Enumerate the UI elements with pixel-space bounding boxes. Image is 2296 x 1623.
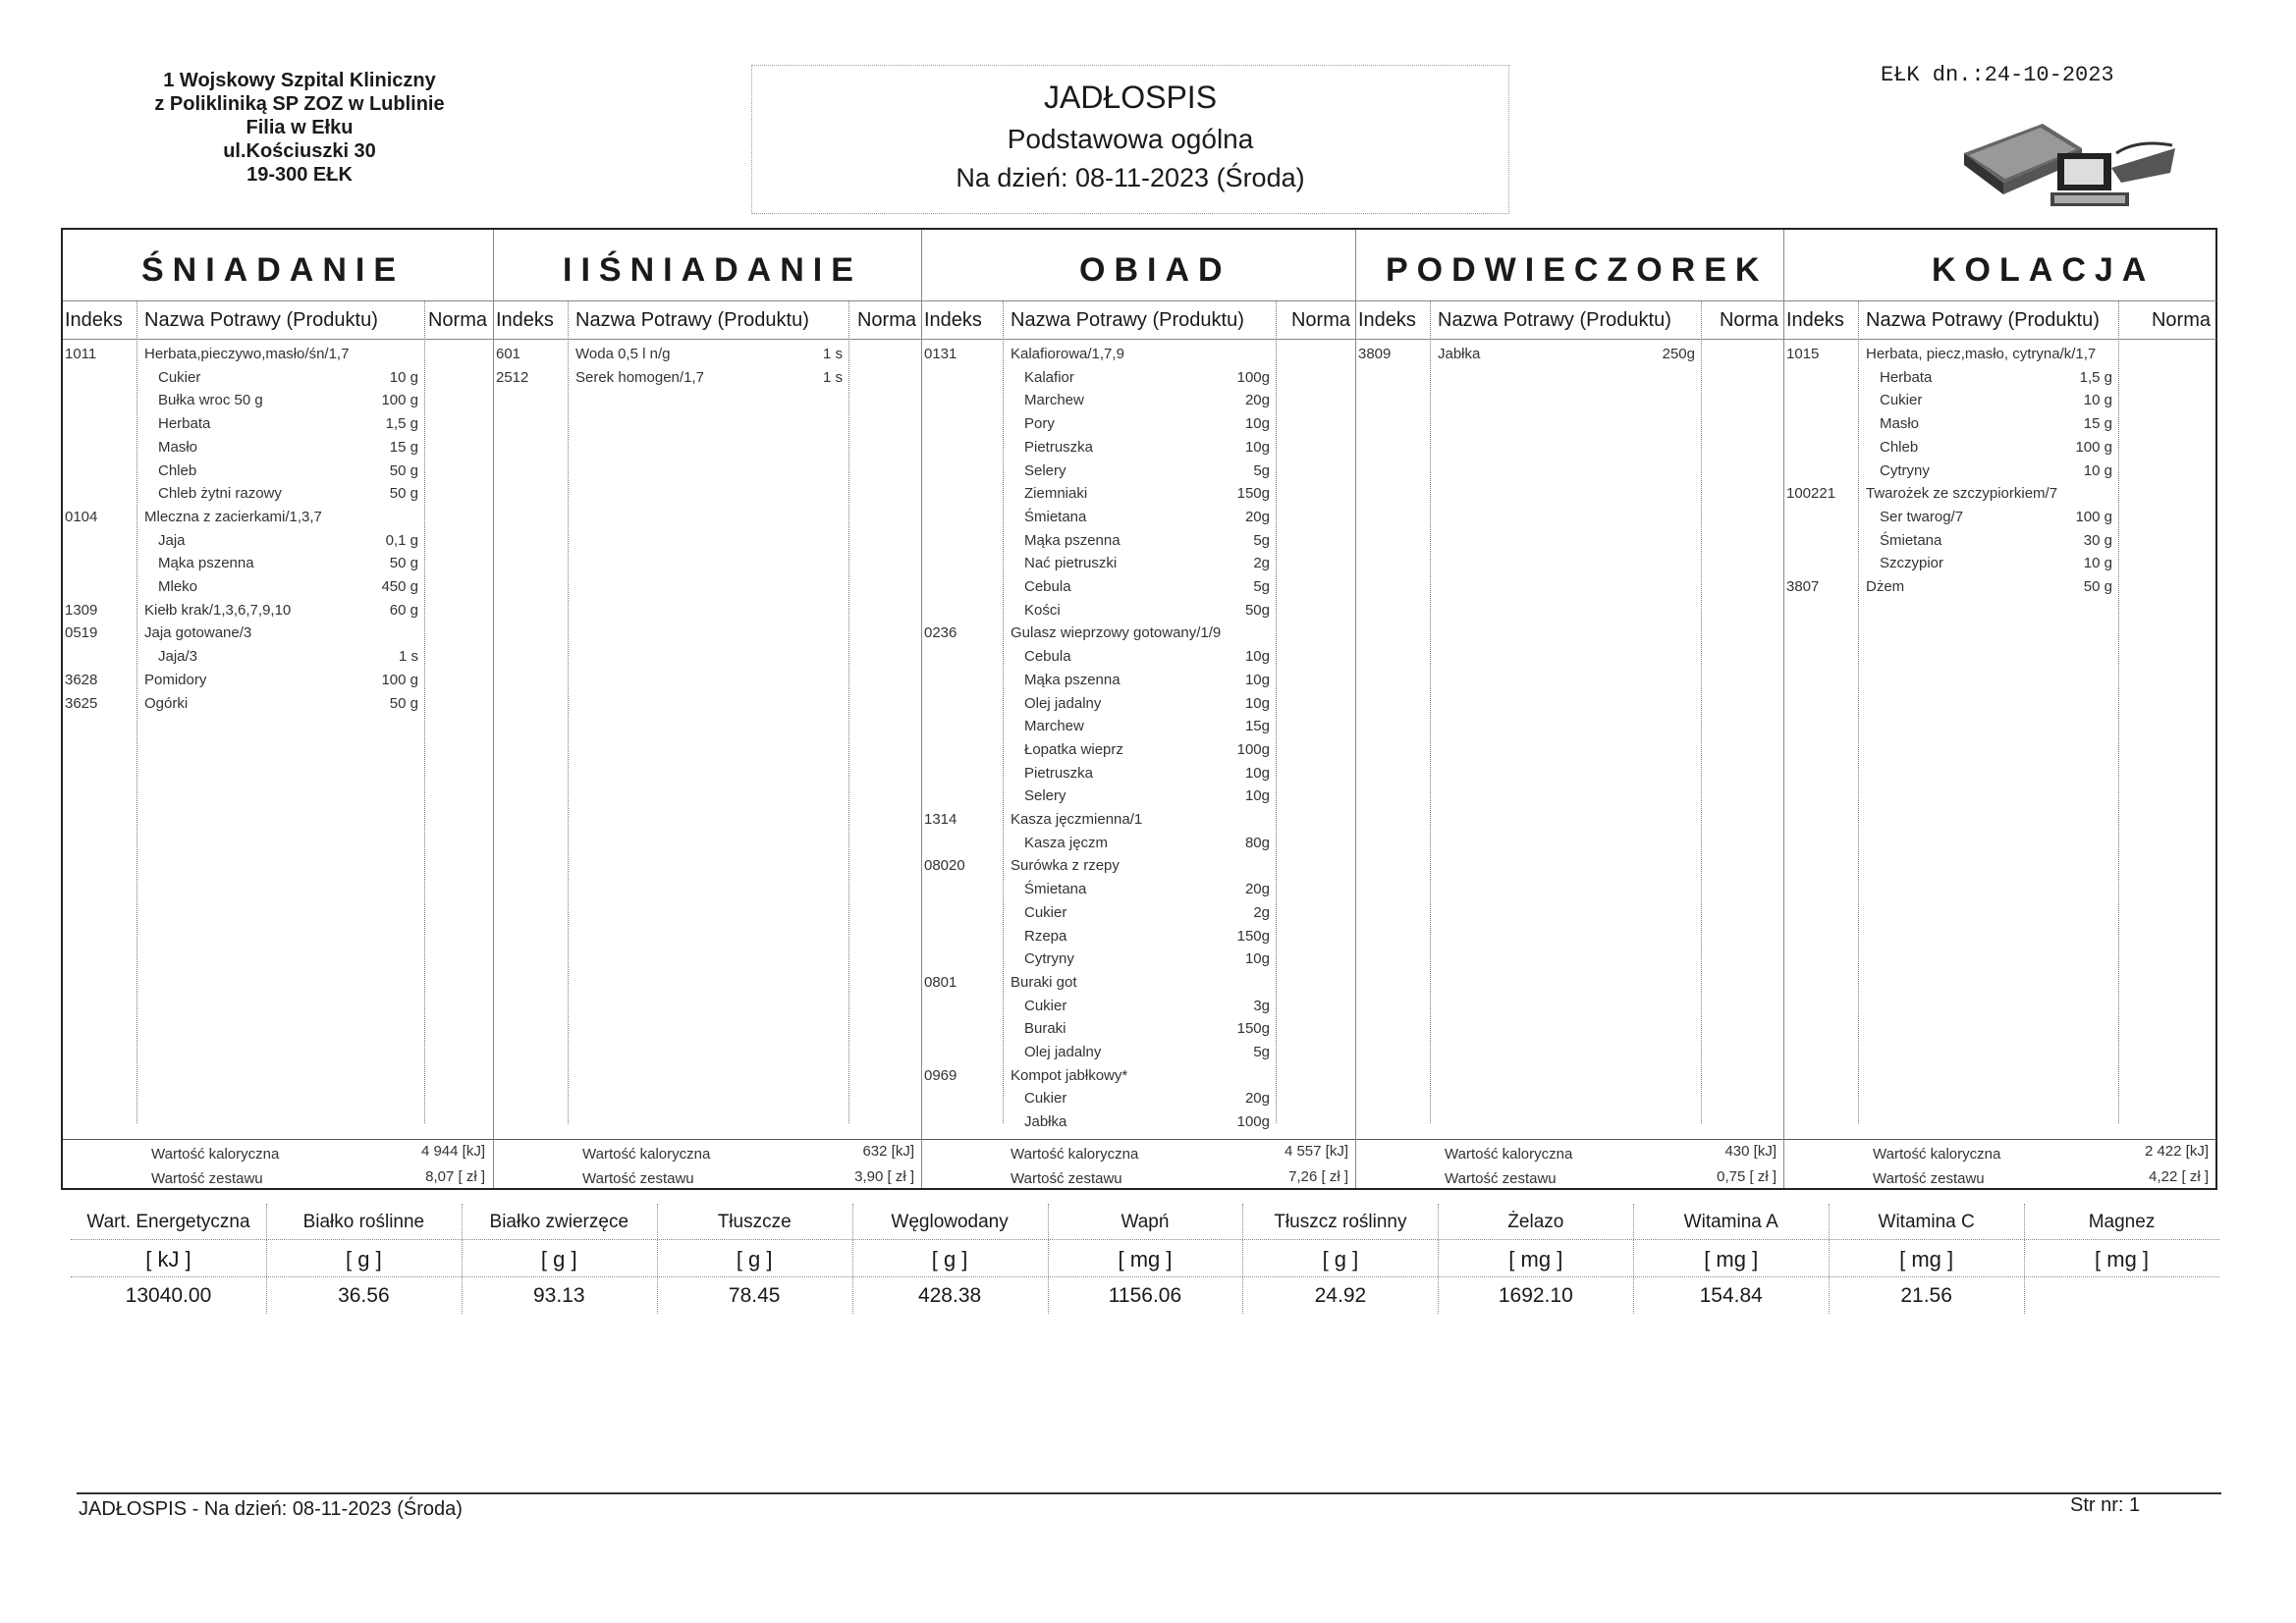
row-norm: 10g [1244,415,1270,433]
row-norm: 10g [1244,694,1270,712]
row-name: Herbata [1880,368,1933,386]
calorie-value: 430 [kJ] [1724,1143,1777,1160]
row-name: Pomidory [144,671,207,688]
row-name: Śmietana [1024,508,1087,525]
row-norm: 10g [1244,787,1270,805]
row-name: Marchew [1024,718,1084,735]
nutrition-unit: [ mg ] [1508,1247,1563,1271]
nutrition-value: 1156.06 [1108,1284,1182,1307]
row-name: Kasza jęczm [1024,834,1109,851]
row-norm: 100g [1236,368,1270,386]
header-index: Indeks [924,309,982,331]
header-norm: Norma [427,309,487,331]
row-name: Herbata, piecz,masło, cytryna/k/1,7 [1866,346,2097,362]
book-computer-icon [1954,114,2180,212]
row-norm: 50 g [389,485,418,503]
row-norm: 10g [1244,671,1270,688]
row-norm: 1 s [822,368,843,386]
cost-value: 7,26 [ zł ] [1288,1168,1348,1185]
header-name: Nazwa Potrawy (Produktu) [144,309,378,331]
meal-title: PODWIECZOREK [1386,251,1769,289]
column-divider [424,300,425,1123]
row-norm: 10g [1244,648,1270,666]
row-name: Mąka pszenna [1024,531,1121,549]
cost-value: 3,90 [ zł ] [854,1168,914,1185]
row-norm: 2g [1253,555,1270,572]
row-norm: 80g [1244,834,1270,851]
row-name: Śmietana [1880,531,1942,549]
nutrition-label: Węglowodany [891,1212,1009,1232]
row-norm: 50 g [2083,578,2112,595]
header-norm: Norma [1290,309,1350,331]
row-name: Ogórki [144,694,189,712]
cost-value: 0,75 [ zł ] [1717,1168,1777,1185]
calorie-label: Wartość kaloryczna [582,1146,711,1163]
row-index: 601 [496,346,521,362]
row-name: Woda 0,5 l n/g [575,346,671,362]
meal-column [493,230,922,1188]
row-norm: 10 g [2083,392,2112,409]
row-index: 1309 [65,601,98,619]
calorie-value: 2 422 [kJ] [2144,1143,2209,1160]
header-name: Nazwa Potrawy (Produktu) [1438,309,1671,331]
row-name: Mąka pszenna [158,555,254,572]
row-index: 3807 [1786,578,1820,595]
diet-type: Podstawowa ogólna [1007,124,1254,154]
row-index: 0519 [65,624,98,642]
row-norm: 10g [1244,438,1270,456]
nutrition-unit: [ g ] [346,1247,382,1271]
row-norm: 150g [1236,927,1270,945]
row-name: Cukier [158,368,201,386]
row-name: Chleb [158,461,197,479]
nutrition-label: Wart. Energetyczna [86,1212,250,1232]
row-norm: 20g [1244,508,1270,525]
column-header [922,300,1356,340]
row-norm: 1 s [822,346,843,362]
column-divider [1276,300,1277,1123]
nutrition-unit: [ mg ] [1704,1247,1759,1271]
row-norm: 10g [1244,950,1270,968]
row-name: Cebula [1024,648,1071,666]
issue-date: EŁK dn.:24-10-2023 [1881,63,2114,87]
meal-title: KOLACJA [1932,251,2156,289]
nutrition-unit: [ g ] [1322,1247,1359,1271]
row-index: 08020 [924,857,965,875]
column-header [1356,300,1784,340]
row-name: Cytryny [1024,950,1074,968]
row-name: Herbata [158,415,211,433]
row-index: 100221 [1786,485,1836,503]
row-norm: 10 g [389,368,418,386]
row-norm: 15g [1244,718,1270,735]
row-name: Kasza jęczmienna/1 [1011,811,1143,828]
row-name: Mleczna z zacierkami/1,3,7 [144,508,322,525]
cost-value: 8,07 [ zł ] [425,1168,485,1185]
header-norm: Norma [1719,309,1778,331]
row-index: 0131 [924,346,957,362]
row-name: Olej jadalny [1024,1044,1102,1060]
meal-title: ŚNIADANIE [141,251,406,289]
row-name: Cukier [1024,903,1067,921]
meal-title: IIŚNIADANIE [563,251,862,289]
row-name: Jabłka [1438,346,1481,362]
nutrition-unit: [ mg ] [1899,1247,1954,1271]
row-name: Selery [1024,461,1066,479]
row-name: Mąka pszenna [1024,671,1121,688]
nutrition-unit: [ g ] [736,1247,773,1271]
meal-column [1355,230,1784,1188]
row-index: 0236 [924,624,957,642]
menu-date: Na dzień: 08-11-2023 (Środa) [956,163,1305,192]
header-index: Indeks [496,309,554,331]
row-norm: 50 g [389,694,418,712]
column-divider [2118,300,2119,1123]
calorie-label: Wartość kaloryczna [1445,1146,1573,1163]
calorie-label: Wartość kaloryczna [1011,1146,1139,1163]
nutrition-value: 78.45 [728,1284,781,1307]
row-name: Chleb żytni razowy [158,485,282,503]
row-name: Cebula [1024,578,1071,595]
meal-footer-rule [1356,1139,1784,1140]
row-name: Pietruszka [1024,438,1094,456]
row-name: Pory [1024,415,1055,433]
calorie-label: Wartość kaloryczna [1873,1146,2001,1163]
row-name: Twarożek ze szczypiorkiem/7 [1866,485,2058,503]
row-name: Cukier [1880,392,1923,409]
row-name: Masło [1880,415,1920,433]
row-name: Herbata,pieczywo,masło/śn/1,7 [144,346,350,362]
nutrition-value: 1692.10 [1498,1284,1573,1307]
row-norm: 0,1 g [385,531,418,549]
row-name: Ziemniaki [1024,485,1088,503]
column-divider [568,300,569,1123]
row-name: Cytryny [1880,461,1930,479]
calorie-value: 632 [kJ] [862,1143,914,1160]
nutrition-rule [71,1276,2219,1277]
row-index: 3809 [1358,346,1392,362]
row-name: Rzepa [1024,927,1067,945]
column-divider [1701,300,1702,1123]
row-name: Jaja gotowane/3 [144,624,252,642]
hospital-line: 1 Wojskowy Szpital Kliniczny [163,70,436,91]
row-norm: 100 g [381,671,418,688]
row-norm: 5g [1253,531,1270,549]
nutrition-value: 24.92 [1314,1284,1367,1307]
row-index: 2512 [496,368,529,386]
calorie-value: 4 944 [kJ] [420,1143,485,1160]
cost-label: Wartość zestawu [1011,1170,1122,1187]
row-norm: 100 g [2075,508,2112,525]
cost-label: Wartość zestawu [151,1170,263,1187]
row-norm: 20g [1244,392,1270,409]
row-name: Kompot jabłkowy* [1011,1066,1128,1084]
row-name: Szczypior [1880,555,1944,572]
cost-label: Wartość zestawu [582,1170,694,1187]
row-norm: 1 s [398,648,418,666]
row-norm: 100 g [381,392,418,409]
meal-column [63,230,493,1188]
row-index: 1015 [1786,346,1820,362]
row-name: Buraki got [1011,973,1077,991]
row-norm: 150g [1236,1020,1270,1038]
row-index: 3625 [65,694,98,712]
meal-footer-rule [63,1139,493,1140]
row-index: 1314 [924,811,957,828]
nutrition-rule [71,1239,2219,1240]
column-header [1784,300,2216,340]
nutrition-value: 36.56 [338,1284,390,1307]
header-name: Nazwa Potrawy (Produktu) [1866,309,2100,331]
row-norm: 50g [1244,601,1270,619]
hospital-line: z Polikliniką SP ZOZ w Lublinie [154,93,445,115]
meal-footer-rule [494,1139,922,1140]
row-norm: 10 g [2083,461,2112,479]
nutrition-value: 428.38 [917,1284,982,1307]
row-norm: 450 g [381,578,418,595]
nutrition-label: Witamina A [1683,1212,1778,1232]
row-norm: 20g [1244,881,1270,898]
row-name: Chleb [1880,438,1919,456]
row-norm: 3g [1253,997,1270,1014]
meal-title: OBIAD [1079,251,1231,289]
row-name: Buraki [1024,1020,1066,1038]
row-name: Jabłka [1024,1113,1067,1131]
row-name: Cukier [1024,997,1067,1014]
row-norm: 10g [1244,764,1270,782]
row-name: Ser twarog/7 [1880,508,1964,525]
row-name: Surówka z rzepy [1011,857,1120,875]
row-norm: 2g [1253,903,1270,921]
meal-footer-rule [1784,1139,2216,1140]
row-name: Selery [1024,787,1066,805]
row-norm: 100g [1236,1113,1270,1131]
nutrition-unit: [ mg ] [2095,1247,2150,1271]
row-name: Kiełb krak/1,3,6,7,9,10 [144,601,292,619]
row-norm: 100 g [2075,438,2112,456]
row-norm: 50 g [389,555,418,572]
nutrition-value: 21.56 [1900,1284,1952,1307]
row-name: Kalafior [1024,368,1074,386]
nutrition-unit: [ mg ] [1118,1247,1173,1271]
cost-value: 4,22 [ zł ] [2149,1168,2209,1185]
row-name: Jaja/3 [158,648,198,666]
meal-column [1783,230,2216,1188]
nutrition-label: Witamina C [1878,1212,1975,1232]
row-norm: 1,5 g [2079,368,2112,386]
row-norm: 15 g [389,438,418,456]
row-norm: 10 g [2083,555,2112,572]
column-divider [1430,300,1431,1123]
nutrition-label: Białko zwierzęce [489,1212,629,1232]
nutrition-summary [71,1204,2219,1314]
column-divider [848,300,849,1123]
row-name: Nać pietruszki [1024,555,1118,572]
row-name: Olej jadalny [1024,694,1102,712]
nutrition-label: Magnez [2088,1212,2156,1232]
nutrition-value: 13040.00 [125,1284,212,1307]
row-index: 0104 [65,508,98,525]
meal-footer-rule [922,1139,1356,1140]
row-name: Dżem [1866,578,1905,595]
row-name: Marchew [1024,392,1084,409]
row-norm: 60 g [389,601,418,619]
row-name: Cukier [1024,1090,1067,1108]
row-name: Bułka wroc 50 g [158,392,263,409]
document-title: JADŁOSPIS [1043,80,1218,115]
header-index: Indeks [65,309,123,331]
header-name: Nazwa Potrawy (Produktu) [1011,309,1244,331]
calorie-label: Wartość kaloryczna [151,1146,280,1163]
header-norm: Norma [856,309,916,331]
header-index: Indeks [1786,309,1844,331]
hospital-line: 19-300 EŁK [246,164,353,186]
header-name: Nazwa Potrawy (Produktu) [575,309,809,331]
row-norm: 150g [1236,485,1270,503]
nutrition-label: Tłuszcz roślinny [1274,1212,1407,1232]
nutrition-unit: [ g ] [931,1247,968,1271]
footer-rule [77,1492,2221,1494]
row-norm: 100g [1236,740,1270,758]
cost-label: Wartość zestawu [1445,1170,1557,1187]
column-divider [1003,300,1004,1123]
hospital-address [128,69,471,187]
nutrition-value: 154.84 [1699,1284,1763,1307]
column-header [494,300,922,340]
nutrition-value: 93.13 [532,1284,585,1307]
row-index: 0969 [924,1066,957,1084]
nutrition-label: Tłuszcze [717,1212,792,1232]
cost-label: Wartość zestawu [1873,1170,1985,1187]
row-name: Jaja [158,531,186,549]
nutrition-unit: [ g ] [540,1247,577,1271]
row-name: Mleko [158,578,198,595]
row-name: Masło [158,438,198,456]
nutrition-label: Żelazo [1507,1212,1564,1232]
row-norm: 5g [1253,1044,1270,1060]
page-number: Str nr: 1 [2070,1494,2141,1516]
header-index: Indeks [1358,309,1416,331]
nutrition-label: Wapń [1121,1212,1170,1232]
row-name: Śmietana [1024,881,1087,898]
column-header [63,300,493,340]
row-norm: 5g [1253,578,1270,595]
row-norm: 30 g [2083,531,2112,549]
row-norm: 15 g [2083,415,2112,433]
hospital-line: Filia w Ełku [246,117,354,138]
footer-title: JADŁOSPIS - Na dzień: 08-11-2023 (Środa) [79,1498,463,1520]
row-index: 0801 [924,973,957,991]
row-index: 1011 [65,346,97,362]
row-norm: 5g [1253,461,1270,479]
calorie-value: 4 557 [kJ] [1284,1143,1348,1160]
row-name: Kości [1024,601,1061,619]
column-divider [1858,300,1859,1123]
row-norm: 1,5 g [385,415,418,433]
row-index: 3628 [65,671,98,688]
menu-table [61,228,2217,1190]
title-box [751,65,1509,214]
row-norm: 50 g [389,461,418,479]
row-name: Serek homogen/1,7 [575,368,704,386]
nutrition-label: Białko roślinne [302,1212,425,1232]
row-name: Pietruszka [1024,764,1094,782]
row-norm: 20g [1244,1090,1270,1108]
row-name: Łopatka wieprz [1024,740,1123,758]
meal-column [921,230,1356,1188]
row-norm: 250g [1662,346,1695,362]
header-norm: Norma [2151,309,2211,331]
nutrition-unit: [ kJ ] [145,1247,191,1271]
row-name: Kalafiorowa/1,7,9 [1011,346,1124,362]
row-name: Gulasz wieprzowy gotowany/1/9 [1011,624,1222,642]
hospital-line: ul.Kościuszki 30 [223,140,376,162]
